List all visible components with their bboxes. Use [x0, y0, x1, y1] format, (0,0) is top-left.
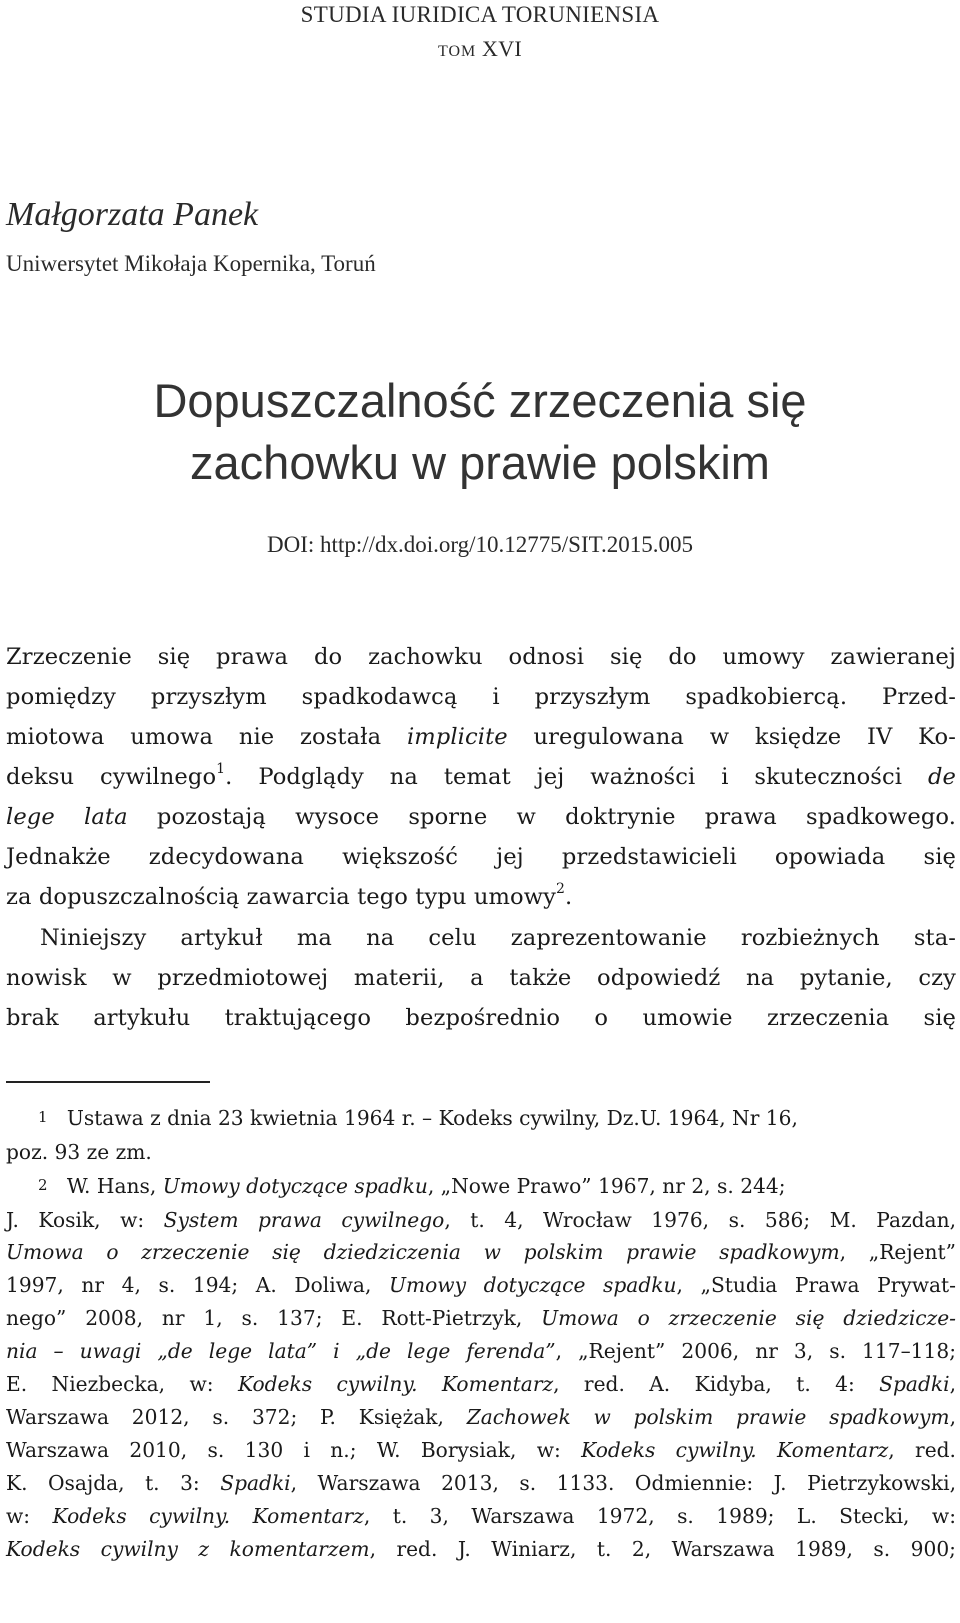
volume-prefix: TOM [437, 43, 477, 60]
article-title-line-2: zachowku w prawie polskim [190, 436, 770, 489]
footnote-line: Warszawa 2012, s. 372; P. Księżak, Zachowek w polskim prawie spadkowym, [6, 1405, 956, 1429]
footnote-line: nego” 2008, nr 1, s. 137; E. Rott-Pietrzyk, Umowa o zrzeczenie się dziedzicze- [6, 1306, 956, 1330]
footnote-line: 2 W. Hans, Umowy dotyczące spadku, „Nowe Prawo” 1967, nr 2, s. 244; [38, 1174, 786, 1198]
body-line: miotowa umowa nie została implicite uregulowana w księdze IV Ko- [6, 724, 956, 750]
body-line: nowisk w przedmiotowej materii, a także odpowiedź na pytanie, czy [6, 965, 956, 991]
footnote-line: J. Kosik, w: System prawa cywilnego, t. 4, Wrocław 1976, s. 586; M. Pazdan, [6, 1208, 956, 1232]
body-line: Niniejszy artykuł ma na celu zaprezentowanie rozbieżnych sta- [40, 925, 956, 951]
footnote-line: w: Kodeks cywilny. Komentarz, t. 3, Warszawa 1972, s. 1989; L. Stecki, w: [6, 1504, 956, 1528]
footnote-line: E. Niezbecka, w: Kodeks cywilny. Komentarz, red. A. Kidyba, t. 4: Spadki, [6, 1372, 956, 1396]
body-line: za dopuszczalnością zawarcia tego typu umowy$^2$. [6, 881, 573, 910]
footnote-line: Warszawa 2010, s. 130 i n.; W. Borysiak, w: Kodeks cywilny. Komentarz, red. [6, 1438, 956, 1462]
body-line: deksu cywilnego$^1$. Podglądy na temat jej ważności i skuteczności de [6, 761, 956, 790]
footnote-line: poz. 93 ze zm. [6, 1140, 152, 1164]
footnote-separator [6, 1081, 210, 1083]
footnote-line: K. Osajda, t. 3: Spadki, Warszawa 2013, s. 1133. Odmiennie: J. Pietrzykowski, [6, 1471, 956, 1495]
body-line: Jednakże zdecydowana większość jej przedstawicieli opowiada się [6, 844, 956, 870]
body-line: brak artykułu traktującego bezpośrednio o umowie zrzeczenia się [6, 1005, 956, 1031]
journal-volume [0, 36, 960, 62]
body-line: Zrzeczenie się prawa do zachowku odnosi się do umowy zawieranej [6, 644, 956, 670]
author-name: Małgorzata Panek [6, 196, 259, 233]
footnote-line: 1 Ustawa z dnia 23 kwietnia 1964 r. – Kodeks cywilny, Dz.U. 1964, Nr 16, [38, 1106, 798, 1130]
author-affiliation: Uniwersytet Mikołaja Kopernika, Toruń [6, 251, 376, 276]
doi: DOI: http://dx.doi.org/10.12775/SIT.2015.005 [267, 532, 693, 557]
footnote-number: 1 [38, 1108, 48, 1126]
article-title-line-1: Dopuszczalność zrzeczenia się [153, 374, 807, 427]
volume-number: XVI [482, 36, 523, 61]
footnote-ref: 1 [216, 761, 226, 778]
footnote-line: 1997, nr 4, s. 194; A. Doliwa, Umowy dotyczące spadku, „Studia Prawa Prywat- [6, 1273, 956, 1297]
footnote-line: Kodeks cywilny z komentarzem, red. J. Winiarz, t. 2, Warszawa 1989, s. 900; [6, 1537, 956, 1561]
journal-name: STUDIA IURIDICA TORUNIENSIA [300, 2, 660, 27]
body-line: lege lata pozostają wysoce sporne w doktrynie prawa spadkowego. [6, 804, 956, 830]
footnote-line: Umowa o zrzeczenie się dziedziczenia w polskim prawie spadkowym, „Rejent” [6, 1240, 956, 1264]
footnote-line: nia – uwagi „de lege lata” i „de lege ferenda”, „Rejent” 2006, nr 3, s. 117–118; [6, 1339, 957, 1363]
footnote-ref: 2 [556, 881, 566, 898]
footnote-number: 2 [38, 1176, 48, 1194]
body-line: pomiędzy przyszłym spadkodawcą i przyszłym spadkobiercą. Przed- [6, 684, 956, 710]
